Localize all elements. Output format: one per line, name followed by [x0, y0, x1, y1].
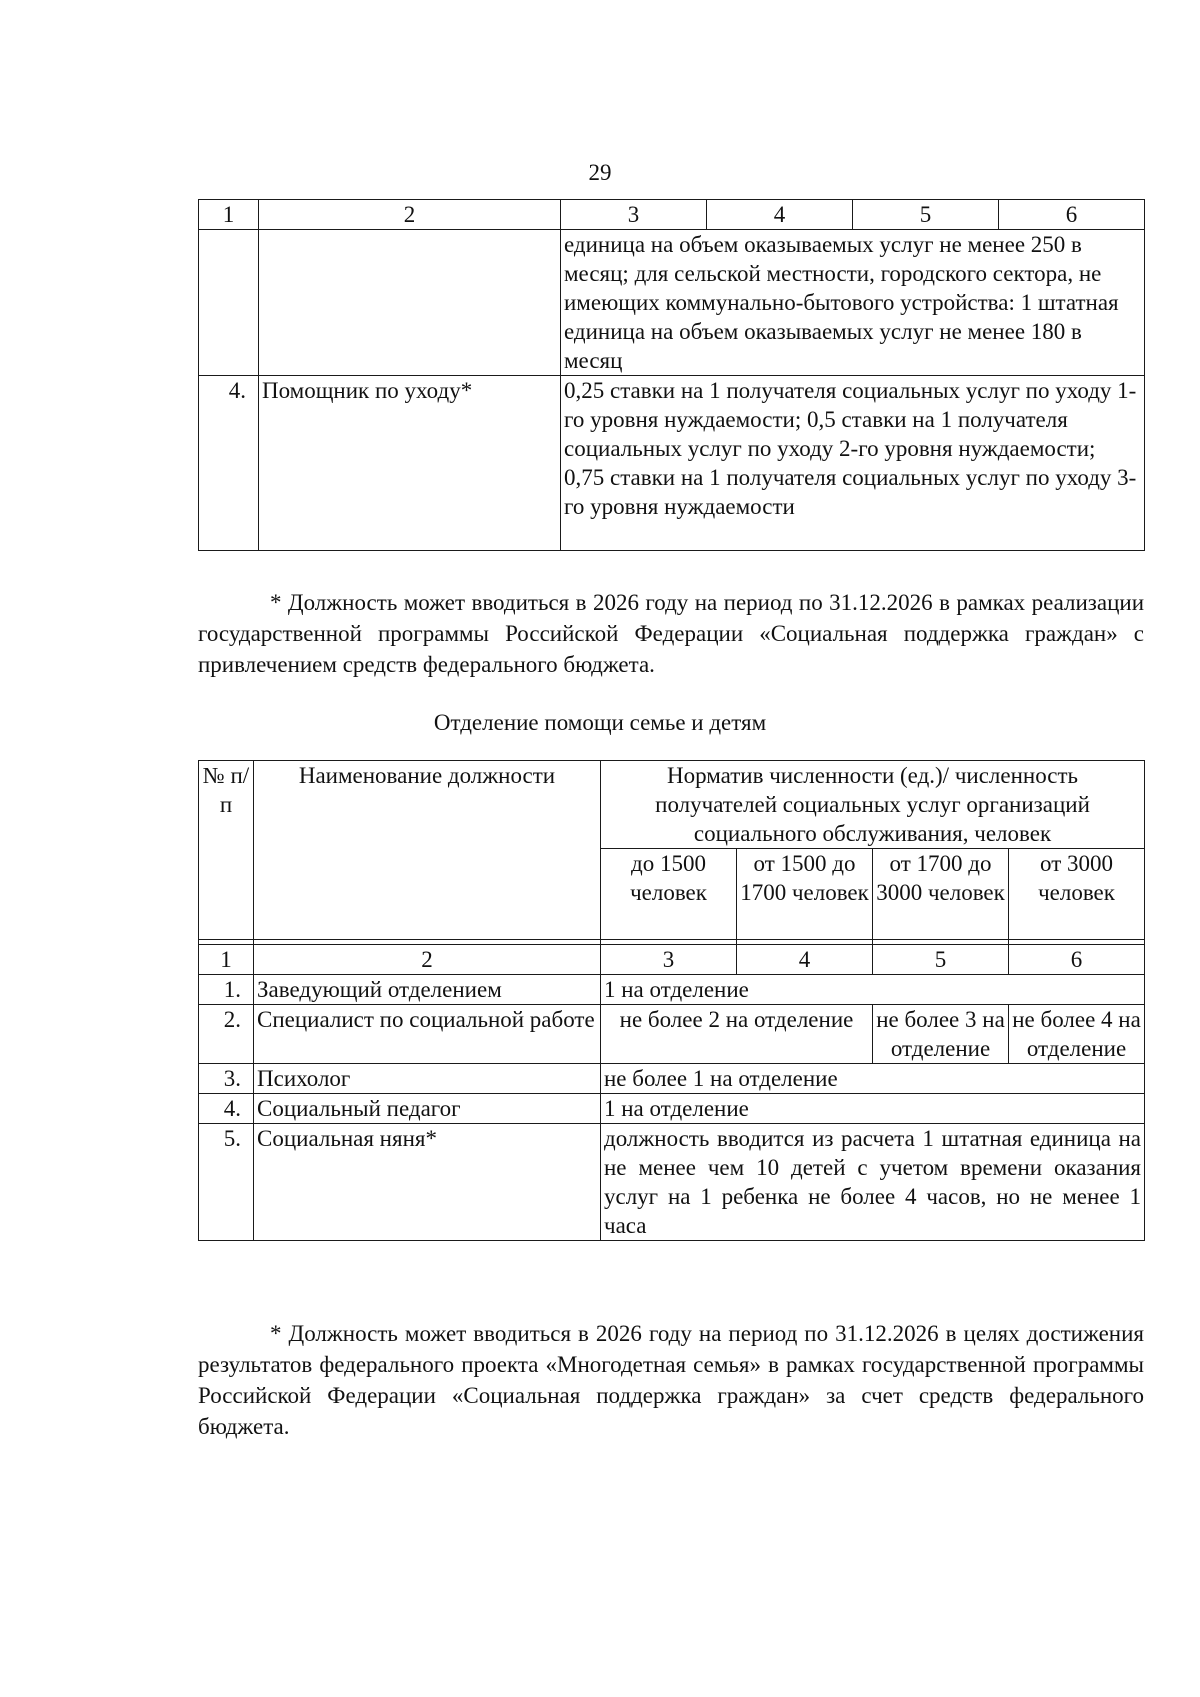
column-number: 3 [561, 200, 707, 230]
position-name-empty [259, 230, 561, 376]
footnote: * Должность может вводиться в 2026 году на период по 31.12.2026 в рамках реализации государственной программы Российской Федерации «Социальная поддержка граждан» с привлечением средств федерального бюджета. [198, 590, 1144, 677]
header-sub: от 3000 человек [1009, 849, 1145, 940]
column-number: 5 [853, 200, 999, 230]
row-number: 1. [199, 975, 254, 1005]
row-number: 4. [199, 376, 259, 551]
footnote: * Должность может вводиться в 2026 году на период по 31.12.2026 в целях достижения результатов федерального проекта «Многодетная семья» в рамках государственной программы Российской Федерации «Социальная поддержка граждан» за счет средств федерального бюджета. [198, 1321, 1144, 1439]
column-number: 1 [199, 945, 254, 975]
header-sub: от 1700 до 3000 человек [873, 849, 1009, 940]
column-number: 2 [259, 200, 561, 230]
norm-cell: единица на объем оказываемых услуг не менее 250 в месяц; для сельской местности, городского сектора, не имеющих коммунально-бытового устройства: 1 штатная единица на объем оказываемых услуг не менее 180 в месяц [561, 230, 1145, 376]
norm-cell: не более 2 на отделение [601, 1005, 873, 1064]
column-number: 4 [737, 945, 873, 975]
table-row [199, 975, 1145, 1005]
row-number: 2. [199, 1005, 254, 1064]
row-number: 4. [199, 1094, 254, 1124]
staffing-table [198, 760, 1145, 1241]
staffing-table-continued [198, 199, 1145, 551]
column-number: 1 [199, 200, 259, 230]
header-norm: Норматив численности (ед.)/ численность получателей социальных услуг организаций социального обслуживания, человек [601, 761, 1145, 849]
norm-cell: не более 4 на отделение [1009, 1005, 1145, 1064]
table-row [199, 1064, 1145, 1094]
column-number-row [199, 200, 1145, 230]
norm-cell: должность вводится из расчета 1 штатная единица на не менее чем 10 детей с учетом времени оказания услуг на 1 ребенка не более 4 часов, но не менее 1 часа [601, 1124, 1145, 1241]
header-number: № п/п [199, 761, 254, 940]
row-number: 5. [199, 1124, 254, 1241]
column-number: 3 [601, 945, 737, 975]
position-name: Заведующий отделением [254, 975, 601, 1005]
page-number: 29 [588, 160, 612, 185]
row-number-empty [199, 230, 259, 376]
column-number: 6 [1009, 945, 1145, 975]
column-number-row [199, 945, 1145, 975]
norm-cell: не более 1 на отделение [601, 1064, 1145, 1094]
position-name: Помощник по уходу* [259, 376, 561, 551]
column-number: 6 [999, 200, 1145, 230]
norm-cell: 0,25 ставки на 1 получателя социальных услуг по уходу 1-го уровня нуждаемости; 0,5 ставки на 1 получателя социальных услуг по уходу 2-го уровня нуждаемости; 0,75 ставки на 1 получателя социальных услуг по уходу 3-го уровня нуждаемости [561, 376, 1145, 551]
column-number: 4 [707, 200, 853, 230]
norm-cell: 1 на отделение [601, 975, 1145, 1005]
table-row [199, 230, 1145, 376]
header-sub: от 1500 до 1700 человек [737, 849, 873, 940]
position-name: Психолог [254, 1064, 601, 1094]
column-number: 5 [873, 945, 1009, 975]
table-row [199, 1005, 1145, 1064]
position-name: Социальная няня* [254, 1124, 601, 1241]
section-title: Отделение помощи семье и детям [433, 710, 767, 735]
row-number: 3. [199, 1064, 254, 1094]
norm-cell: не более 3 на отделение [873, 1005, 1009, 1064]
position-name: Социальный педагог [254, 1094, 601, 1124]
position-name: Специалист по социальной работе [254, 1005, 601, 1064]
column-number: 2 [254, 945, 601, 975]
table-row [199, 376, 1145, 551]
norm-cell: 1 на отделение [601, 1094, 1145, 1124]
table-row [199, 1094, 1145, 1124]
header-row [199, 761, 1145, 849]
header-sub: до 1500 человек [601, 849, 737, 940]
header-position: Наименование должности [254, 761, 601, 940]
table-row [199, 1124, 1145, 1241]
